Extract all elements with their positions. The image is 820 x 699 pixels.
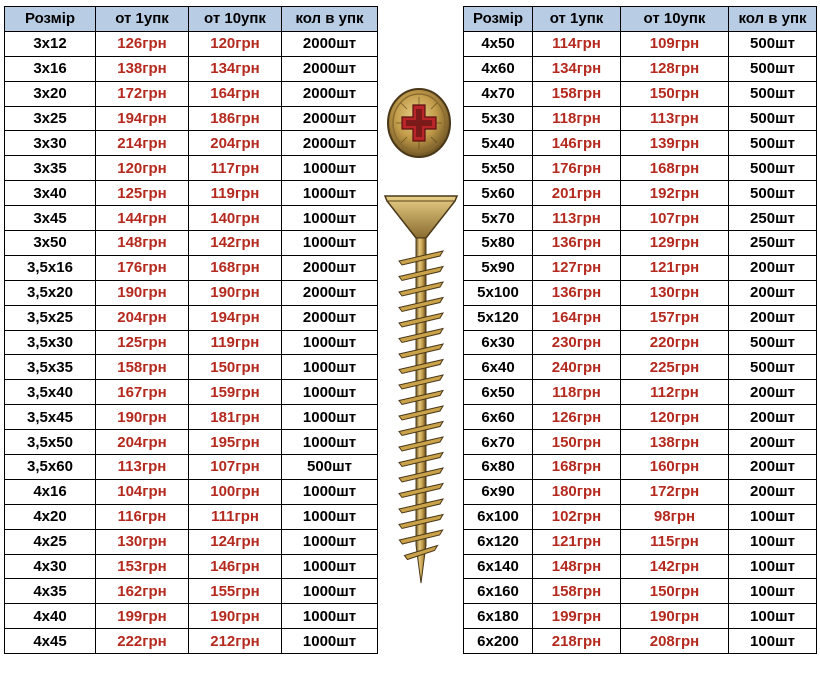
table-body bbox=[464, 31, 817, 653]
cell-quantity-per-pack: 200шт bbox=[729, 405, 817, 430]
cell-price-from-10-packs: 172грн bbox=[621, 479, 729, 504]
cell-size: 3х35 bbox=[5, 156, 96, 181]
cell-price-from-1-pack: 199грн bbox=[533, 604, 621, 629]
cell-size: 6х180 bbox=[464, 604, 533, 629]
cell-quantity-per-pack: 100шт bbox=[729, 554, 817, 579]
cell-size: 6х60 bbox=[464, 405, 533, 430]
cell-price-from-10-packs: 134грн bbox=[189, 56, 282, 81]
table-row bbox=[464, 231, 817, 256]
cell-price-from-10-packs: 142грн bbox=[189, 231, 282, 256]
cell-quantity-per-pack: 100шт bbox=[729, 504, 817, 529]
cell-price-from-1-pack: 116грн bbox=[96, 504, 189, 529]
table-row bbox=[464, 455, 817, 480]
cell-size: 6х160 bbox=[464, 579, 533, 604]
cell-price-from-1-pack: 102грн bbox=[533, 504, 621, 529]
cell-price-from-10-packs: 168грн bbox=[621, 156, 729, 181]
cell-price-from-10-packs: 157грн bbox=[621, 305, 729, 330]
cell-size: 4х30 bbox=[5, 554, 96, 579]
cell-price-from-1-pack: 176грн bbox=[533, 156, 621, 181]
cell-price-from-10-packs: 164грн bbox=[189, 81, 282, 106]
cell-price-from-10-packs: 190грн bbox=[189, 604, 282, 629]
cell-quantity-per-pack: 200шт bbox=[729, 255, 817, 280]
cell-quantity-per-pack: 1000шт bbox=[282, 504, 378, 529]
table-row bbox=[464, 554, 817, 579]
table-row bbox=[464, 56, 817, 81]
cell-price-from-1-pack: 104грн bbox=[96, 479, 189, 504]
cell-size: 3,5х35 bbox=[5, 355, 96, 380]
table-row bbox=[464, 31, 817, 56]
cell-size: 3,5х30 bbox=[5, 330, 96, 355]
cell-size: 3,5х50 bbox=[5, 430, 96, 455]
cell-quantity-per-pack: 250шт bbox=[729, 231, 817, 256]
cell-price-from-1-pack: 113грн bbox=[96, 455, 189, 480]
cell-quantity-per-pack: 500шт bbox=[729, 106, 817, 131]
table-row bbox=[5, 380, 378, 405]
cell-quantity-per-pack: 1000шт bbox=[282, 579, 378, 604]
cell-size: 4х20 bbox=[5, 504, 96, 529]
table-row bbox=[5, 504, 378, 529]
cell-price-from-10-packs: 159грн bbox=[189, 380, 282, 405]
cell-quantity-per-pack: 100шт bbox=[729, 529, 817, 554]
cell-quantity-per-pack: 2000шт bbox=[282, 31, 378, 56]
cell-size: 4х35 bbox=[5, 579, 96, 604]
table-row bbox=[464, 305, 817, 330]
cell-price-from-10-packs: 119грн bbox=[189, 181, 282, 206]
table-row bbox=[5, 604, 378, 629]
table-row bbox=[5, 181, 378, 206]
cell-size: 3х45 bbox=[5, 206, 96, 231]
table-row bbox=[5, 629, 378, 654]
cell-price-from-1-pack: 118грн bbox=[533, 106, 621, 131]
cell-quantity-per-pack: 500шт bbox=[729, 81, 817, 106]
cell-size: 3х50 bbox=[5, 231, 96, 256]
cell-price-from-1-pack: 158грн bbox=[533, 579, 621, 604]
cell-price-from-1-pack: 190грн bbox=[96, 280, 189, 305]
cell-size: 5х60 bbox=[464, 181, 533, 206]
cell-price-from-10-packs: 117грн bbox=[189, 156, 282, 181]
table-row bbox=[464, 131, 817, 156]
cell-price-from-10-packs: 195грн bbox=[189, 430, 282, 455]
cell-quantity-per-pack: 200шт bbox=[729, 455, 817, 480]
column-header-price-from-10-packs: от 10упк bbox=[621, 7, 729, 32]
cell-price-from-1-pack: 240грн bbox=[533, 355, 621, 380]
table-row bbox=[464, 380, 817, 405]
cell-quantity-per-pack: 200шт bbox=[729, 380, 817, 405]
table-row bbox=[5, 255, 378, 280]
cell-size: 6х120 bbox=[464, 529, 533, 554]
cell-price-from-1-pack: 150грн bbox=[533, 430, 621, 455]
cell-quantity-per-pack: 500шт bbox=[729, 156, 817, 181]
cell-quantity-per-pack: 1000шт bbox=[282, 479, 378, 504]
cell-price-from-10-packs: 124грн bbox=[189, 529, 282, 554]
cell-price-from-1-pack: 148грн bbox=[96, 231, 189, 256]
cell-price-from-10-packs: 107грн bbox=[621, 206, 729, 231]
cell-size: 4х45 bbox=[5, 629, 96, 654]
cell-price-from-10-packs: 150грн bbox=[621, 81, 729, 106]
cell-size: 5х50 bbox=[464, 156, 533, 181]
cell-size: 6х50 bbox=[464, 380, 533, 405]
cell-price-from-1-pack: 121грн bbox=[533, 529, 621, 554]
cell-price-from-10-packs: 139грн bbox=[621, 131, 729, 156]
cell-quantity-per-pack: 2000шт bbox=[282, 280, 378, 305]
cell-price-from-10-packs: 192грн bbox=[621, 181, 729, 206]
column-header-price-from-1-pack: от 1упк bbox=[96, 7, 189, 32]
cell-size: 3х20 bbox=[5, 81, 96, 106]
cell-quantity-per-pack: 500шт bbox=[729, 31, 817, 56]
cell-quantity-per-pack: 2000шт bbox=[282, 305, 378, 330]
cell-price-from-1-pack: 201грн bbox=[533, 181, 621, 206]
table-row bbox=[464, 156, 817, 181]
cell-price-from-1-pack: 144грн bbox=[96, 206, 189, 231]
price-table-right bbox=[463, 6, 817, 654]
cell-price-from-10-packs: 194грн bbox=[189, 305, 282, 330]
cell-quantity-per-pack: 1000шт bbox=[282, 604, 378, 629]
cell-quantity-per-pack: 100шт bbox=[729, 604, 817, 629]
table-row bbox=[5, 156, 378, 181]
cell-size: 5х90 bbox=[464, 255, 533, 280]
cell-quantity-per-pack: 1000шт bbox=[282, 529, 378, 554]
table-row bbox=[5, 479, 378, 504]
wood-screw-icon bbox=[384, 193, 458, 585]
table-row bbox=[5, 355, 378, 380]
table-row bbox=[5, 280, 378, 305]
cell-price-from-10-packs: 100грн bbox=[189, 479, 282, 504]
cell-price-from-10-packs: 130грн bbox=[621, 280, 729, 305]
table-row bbox=[464, 181, 817, 206]
cell-quantity-per-pack: 1000шт bbox=[282, 330, 378, 355]
price-table-left bbox=[4, 6, 378, 654]
cell-quantity-per-pack: 1000шт bbox=[282, 629, 378, 654]
table-row bbox=[464, 206, 817, 231]
cell-price-from-10-packs: 220грн bbox=[621, 330, 729, 355]
cell-price-from-10-packs: 113грн bbox=[621, 106, 729, 131]
cell-size: 3,5х40 bbox=[5, 380, 96, 405]
cell-quantity-per-pack: 200шт bbox=[729, 280, 817, 305]
cell-price-from-1-pack: 204грн bbox=[96, 305, 189, 330]
cell-price-from-1-pack: 230грн bbox=[533, 330, 621, 355]
cell-size: 3х30 bbox=[5, 131, 96, 156]
cell-price-from-10-packs: 140грн bbox=[189, 206, 282, 231]
cell-price-from-10-packs: 98грн bbox=[621, 504, 729, 529]
cell-size: 6х30 bbox=[464, 330, 533, 355]
cell-quantity-per-pack: 200шт bbox=[729, 479, 817, 504]
cell-quantity-per-pack: 2000шт bbox=[282, 106, 378, 131]
table-row bbox=[5, 231, 378, 256]
cell-quantity-per-pack: 500шт bbox=[729, 131, 817, 156]
cell-size: 4х40 bbox=[5, 604, 96, 629]
cell-quantity-per-pack: 2000шт bbox=[282, 56, 378, 81]
cell-price-from-1-pack: 190грн bbox=[96, 405, 189, 430]
cell-price-from-10-packs: 208грн bbox=[621, 629, 729, 654]
table-row bbox=[5, 430, 378, 455]
screw-head-torx-icon bbox=[386, 87, 452, 159]
cell-price-from-10-packs: 146грн bbox=[189, 554, 282, 579]
cell-price-from-10-packs: 181грн bbox=[189, 405, 282, 430]
table-row bbox=[464, 81, 817, 106]
cell-price-from-1-pack: 136грн bbox=[533, 231, 621, 256]
column-header-quantity-per-pack: кол в упк bbox=[282, 7, 378, 32]
cell-price-from-10-packs: 121грн bbox=[621, 255, 729, 280]
cell-quantity-per-pack: 1000шт bbox=[282, 231, 378, 256]
cell-price-from-10-packs: 150грн bbox=[621, 579, 729, 604]
cell-price-from-1-pack: 194грн bbox=[96, 106, 189, 131]
cell-size: 5х30 bbox=[464, 106, 533, 131]
cell-price-from-1-pack: 136грн bbox=[533, 280, 621, 305]
cell-quantity-per-pack: 1000шт bbox=[282, 355, 378, 380]
cell-quantity-per-pack: 200шт bbox=[729, 305, 817, 330]
cell-size: 3,5х16 bbox=[5, 255, 96, 280]
cell-price-from-10-packs: 155грн bbox=[189, 579, 282, 604]
cell-size: 5х70 bbox=[464, 206, 533, 231]
cell-price-from-1-pack: 176грн bbox=[96, 255, 189, 280]
table-row bbox=[5, 106, 378, 131]
table-header bbox=[5, 7, 378, 32]
cell-price-from-10-packs: 120грн bbox=[621, 405, 729, 430]
table-row bbox=[5, 31, 378, 56]
cell-price-from-10-packs: 190грн bbox=[189, 280, 282, 305]
table-row bbox=[464, 280, 817, 305]
cell-price-from-10-packs: 150грн bbox=[189, 355, 282, 380]
cell-price-from-1-pack: 214грн bbox=[96, 131, 189, 156]
cell-price-from-10-packs: 138грн bbox=[621, 430, 729, 455]
table-row bbox=[5, 206, 378, 231]
cell-quantity-per-pack: 1000шт bbox=[282, 181, 378, 206]
table-row bbox=[464, 629, 817, 654]
column-header-size: Розмір bbox=[464, 7, 533, 32]
table-row bbox=[5, 81, 378, 106]
cell-size: 4х50 bbox=[464, 31, 533, 56]
cell-size: 6х90 bbox=[464, 479, 533, 504]
cell-price-from-10-packs: 111грн bbox=[189, 504, 282, 529]
cell-size: 3х12 bbox=[5, 31, 96, 56]
cell-size: 6х40 bbox=[464, 355, 533, 380]
cell-price-from-10-packs: 120грн bbox=[189, 31, 282, 56]
table-row bbox=[5, 579, 378, 604]
column-header-quantity-per-pack: кол в упк bbox=[729, 7, 817, 32]
cell-quantity-per-pack: 500шт bbox=[729, 355, 817, 380]
cell-price-from-1-pack: 180грн bbox=[533, 479, 621, 504]
cell-quantity-per-pack: 1000шт bbox=[282, 380, 378, 405]
cell-quantity-per-pack: 500шт bbox=[729, 330, 817, 355]
cell-price-from-1-pack: 199грн bbox=[96, 604, 189, 629]
cell-size: 5х100 bbox=[464, 280, 533, 305]
cell-size: 5х40 bbox=[464, 131, 533, 156]
cell-price-from-10-packs: 112грн bbox=[621, 380, 729, 405]
cell-price-from-1-pack: 158грн bbox=[533, 81, 621, 106]
cell-price-from-10-packs: 128грн bbox=[621, 56, 729, 81]
cell-size: 3х25 bbox=[5, 106, 96, 131]
table-body bbox=[5, 31, 378, 653]
cell-quantity-per-pack: 500шт bbox=[729, 181, 817, 206]
cell-price-from-10-packs: 109грн bbox=[621, 31, 729, 56]
header-row bbox=[5, 7, 378, 32]
cell-quantity-per-pack: 2000шт bbox=[282, 81, 378, 106]
cell-quantity-per-pack: 200шт bbox=[729, 430, 817, 455]
cell-size: 5х80 bbox=[464, 231, 533, 256]
table-row bbox=[5, 529, 378, 554]
cell-price-from-1-pack: 138грн bbox=[96, 56, 189, 81]
table-row bbox=[464, 430, 817, 455]
cell-price-from-10-packs: 225грн bbox=[621, 355, 729, 380]
cell-quantity-per-pack: 2000шт bbox=[282, 131, 378, 156]
column-header-size: Розмір bbox=[5, 7, 96, 32]
cell-quantity-per-pack: 500шт bbox=[282, 455, 378, 480]
table-row bbox=[464, 355, 817, 380]
table-row bbox=[5, 56, 378, 81]
cell-size: 3,5х60 bbox=[5, 455, 96, 480]
cell-price-from-1-pack: 126грн bbox=[533, 405, 621, 430]
cell-size: 3х16 bbox=[5, 56, 96, 81]
cell-price-from-10-packs: 186грн bbox=[189, 106, 282, 131]
table-row bbox=[464, 479, 817, 504]
cell-price-from-10-packs: 190грн bbox=[621, 604, 729, 629]
cell-size: 4х70 bbox=[464, 81, 533, 106]
cell-price-from-1-pack: 218грн bbox=[533, 629, 621, 654]
cell-size: 4х25 bbox=[5, 529, 96, 554]
cell-price-from-1-pack: 167грн bbox=[96, 380, 189, 405]
cell-price-from-1-pack: 148грн bbox=[533, 554, 621, 579]
cell-price-from-1-pack: 130грн bbox=[96, 529, 189, 554]
cell-price-from-1-pack: 134грн bbox=[533, 56, 621, 81]
cell-price-from-1-pack: 125грн bbox=[96, 330, 189, 355]
table-row bbox=[5, 131, 378, 156]
cell-size: 5х120 bbox=[464, 305, 533, 330]
table-row bbox=[464, 504, 817, 529]
cell-quantity-per-pack: 1000шт bbox=[282, 156, 378, 181]
table-row bbox=[5, 455, 378, 480]
cell-price-from-1-pack: 164грн bbox=[533, 305, 621, 330]
cell-size: 3,5х20 bbox=[5, 280, 96, 305]
table-row bbox=[464, 604, 817, 629]
cell-price-from-1-pack: 126грн bbox=[96, 31, 189, 56]
cell-quantity-per-pack: 1000шт bbox=[282, 206, 378, 231]
cell-quantity-per-pack: 1000шт bbox=[282, 430, 378, 455]
table-row bbox=[5, 554, 378, 579]
cell-price-from-1-pack: 158грн bbox=[96, 355, 189, 380]
cell-price-from-10-packs: 119грн bbox=[189, 330, 282, 355]
table-row bbox=[464, 579, 817, 604]
cell-price-from-10-packs: 160грн bbox=[621, 455, 729, 480]
cell-price-from-1-pack: 153грн bbox=[96, 554, 189, 579]
cell-size: 3,5х45 bbox=[5, 405, 96, 430]
table-row bbox=[464, 405, 817, 430]
header-row bbox=[464, 7, 817, 32]
table-row bbox=[5, 305, 378, 330]
cell-quantity-per-pack: 2000шт bbox=[282, 255, 378, 280]
cell-price-from-1-pack: 127грн bbox=[533, 255, 621, 280]
cell-quantity-per-pack: 500шт bbox=[729, 56, 817, 81]
cell-price-from-10-packs: 212грн bbox=[189, 629, 282, 654]
cell-price-from-1-pack: 222грн bbox=[96, 629, 189, 654]
cell-price-from-1-pack: 113грн bbox=[533, 206, 621, 231]
table-row bbox=[464, 106, 817, 131]
table-row bbox=[464, 255, 817, 280]
column-header-price-from-10-packs: от 10упк bbox=[189, 7, 282, 32]
cell-price-from-1-pack: 204грн bbox=[96, 430, 189, 455]
cell-price-from-1-pack: 162грн bbox=[96, 579, 189, 604]
cell-size: 6х140 bbox=[464, 554, 533, 579]
cell-size: 3х40 bbox=[5, 181, 96, 206]
cell-price-from-10-packs: 142грн bbox=[621, 554, 729, 579]
cell-quantity-per-pack: 100шт bbox=[729, 629, 817, 654]
cell-size: 4х16 bbox=[5, 479, 96, 504]
cell-price-from-1-pack: 120грн bbox=[96, 156, 189, 181]
cell-price-from-1-pack: 125грн bbox=[96, 181, 189, 206]
table-row bbox=[5, 405, 378, 430]
cell-price-from-10-packs: 129грн bbox=[621, 231, 729, 256]
cell-price-from-10-packs: 168грн bbox=[189, 255, 282, 280]
cell-price-from-1-pack: 114грн bbox=[533, 31, 621, 56]
table-row bbox=[464, 330, 817, 355]
table-row bbox=[464, 529, 817, 554]
cell-size: 3,5х25 bbox=[5, 305, 96, 330]
cell-price-from-10-packs: 115грн bbox=[621, 529, 729, 554]
cell-quantity-per-pack: 1000шт bbox=[282, 405, 378, 430]
cell-price-from-10-packs: 204грн bbox=[189, 131, 282, 156]
cell-size: 6х100 bbox=[464, 504, 533, 529]
cell-quantity-per-pack: 1000шт bbox=[282, 554, 378, 579]
cell-size: 6х200 bbox=[464, 629, 533, 654]
cell-price-from-1-pack: 146грн bbox=[533, 131, 621, 156]
cell-size: 4х60 bbox=[464, 56, 533, 81]
cell-size: 6х80 bbox=[464, 455, 533, 480]
cell-price-from-1-pack: 168грн bbox=[533, 455, 621, 480]
cell-price-from-1-pack: 118грн bbox=[533, 380, 621, 405]
table-row bbox=[5, 330, 378, 355]
column-header-price-from-1-pack: от 1упк bbox=[533, 7, 621, 32]
cell-quantity-per-pack: 100шт bbox=[729, 579, 817, 604]
cell-quantity-per-pack: 250шт bbox=[729, 206, 817, 231]
cell-price-from-1-pack: 172грн bbox=[96, 81, 189, 106]
table-header bbox=[464, 7, 817, 32]
cell-size: 6х70 bbox=[464, 430, 533, 455]
cell-price-from-10-packs: 107грн bbox=[189, 455, 282, 480]
